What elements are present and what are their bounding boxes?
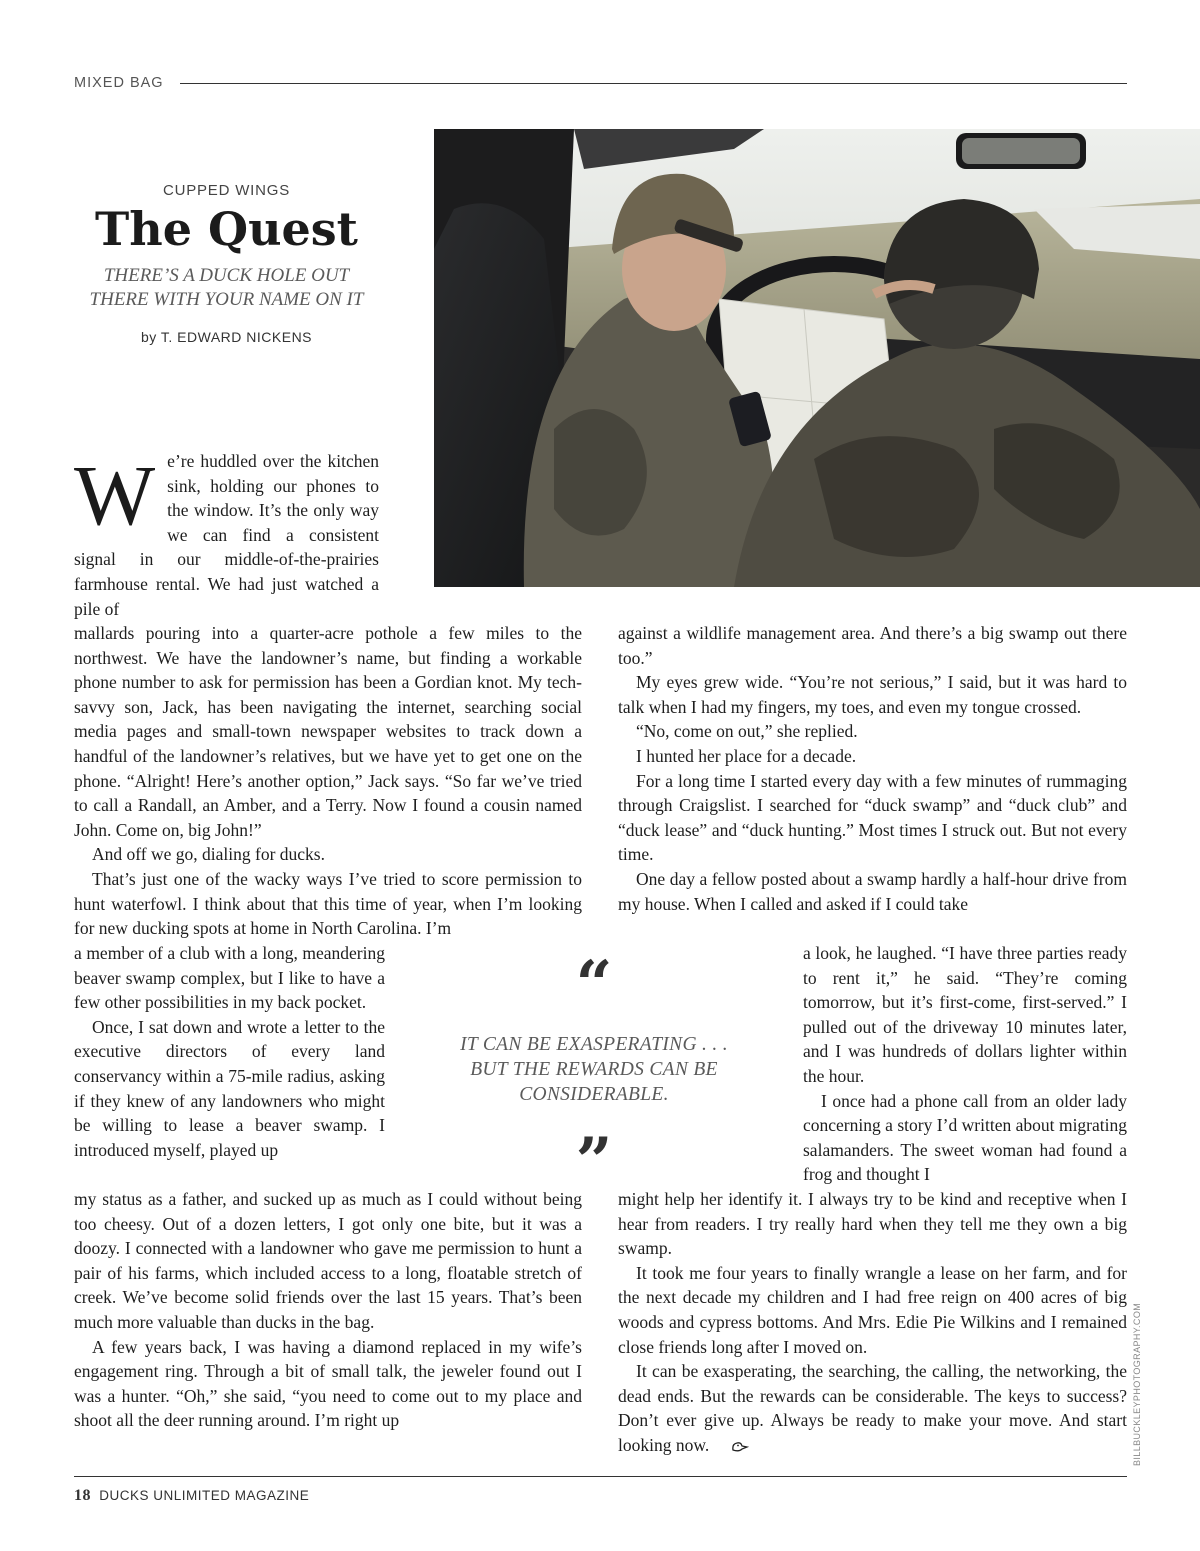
page-footer: [74, 1487, 309, 1505]
open-quote-mark: “: [575, 947, 613, 1022]
body-paragraph: mallards pouring into a quarter-acre pothole a few miles to the northwest. We have the landowner’s name, but finding a workable phone number to ask for permission has been a Gordian knot. My tech-savvy son, Jack, has been navigating the internet, searching social media pages and small-town newspaper websites to track down a handful of the landowner’s relatives, but we have yet to get one on the phone. “Alright! Here’s another option,” Jack says. “So far we’ve tried to call a Randall, an Amber, and a Terry. Now I found a cousin named John. Come on, big John!”: [74, 623, 582, 840]
column-2-bottom: [618, 1187, 1127, 1459]
intro-paragraph: [74, 449, 379, 621]
section-label: MIXED BAG: [74, 75, 164, 91]
hunters-in-truck-photo: [434, 129, 1200, 587]
column-2-top: [618, 621, 1127, 916]
footer-rule: [74, 1476, 1127, 1477]
drop-cap: W: [74, 447, 156, 543]
body-paragraph: One day a fellow posted about a swamp hardly a half-hour drive from my house. When I called and asked if I could take: [618, 868, 1127, 914]
body-paragraph: my status as a father, and sucked up as much as I could without being too cheesy. Out of a dozen letters, I got only one bite, but it was a doozy. I connected with a landowner who gave me permission to hunt a pair of his farms, which included access to a long, floatable stretch of creek. We’ve become solid friends over the last 15 years. That’s been much more valuable than ducks in the bag.: [74, 1189, 582, 1332]
body-paragraph: For a long time I started every day with a few minutes of rummaging through Craigslist. I searched for “duck swamp” and “duck club” and “duck lease” and “duck hunting.” Most times I struck out. But not every time.: [618, 770, 1127, 865]
body-paragraph: against a wildlife management area. And there’s a big swamp out there too.”: [618, 623, 1127, 668]
body-paragraph: It took me four years to finally wrangle a lease on her farm, and for the next decade my children and I had free reign on 400 acres of big woods and cypress bottoms. And Mrs. Edie Pie Wilkins and I remained close friends long after I moved on.: [618, 1262, 1127, 1357]
article-deck: THERE’S A DUCK HOLE OUT THERE WITH YOUR NAME ON IT: [89, 264, 364, 311]
column-1-narrow: [74, 941, 385, 1162]
body-paragraph: I once had a phone call from an older lady concerning a story I’d written about migrating salamanders. The sweet woman had found a frog and thought I: [803, 1090, 1127, 1185]
body-paragraph: Once, I sat down and wrote a letter to the executive directors of every land conservancy within a 75-mile radius, asking if they knew of any landowners who might be willing to lease a beaver swamp. I introduced myself, played up: [74, 1016, 385, 1160]
closing-paragraph: [618, 1359, 1127, 1459]
close-quote-mark: ”: [575, 1124, 613, 1199]
duck-head-end-mark-icon: [713, 1435, 749, 1460]
photo-credit: BILLBUCKLEYPHOTOGRAPHY.COM: [1132, 1302, 1142, 1466]
body-paragraph: My eyes grew wide. “You’re not serious,” I said, but it was hard to talk when I had my fingers, my toes, and even my tongue crossed.: [618, 672, 1127, 717]
page-header: [74, 72, 1127, 94]
intro-text: e’re huddled over the kitchen sink, holding our phones to the window. It’s the only way we can find a consistent signal in our middle-of-the-prairies farmhouse rental. We had just watched a pile of: [74, 451, 379, 619]
pull-quote-text: IT CAN BE EXASPERATING . . . BUT THE REWARDS CAN BE CONSIDERABLE.: [460, 1034, 728, 1105]
title-block: [74, 182, 379, 345]
body-paragraph: a member of a club with a long, meandering beaver swamp complex, but I like to have a few other possibilities in my back pocket.: [74, 943, 385, 1013]
body-paragraph: That’s just one of the wacky ways I’ve tried to score permission to hunt waterfowl. I think about that this time of year, when I’m looking for new ducking spots at home in North Carolina. I’m: [74, 868, 582, 939]
article-byline: by T. EDWARD NICKENS: [140, 328, 313, 345]
column-1-main: [74, 621, 582, 941]
closing-text: It can be exasperating, the searching, the calling, the networking, the dead ends. But the rewards can be considerable. The keys to success? Don’t ever give up. Always be ready to make your move. And start looking now.: [618, 1361, 1127, 1455]
body-paragraph: A few years back, I was having a diamond replaced in my wife’s engagement ring. Through a bit of small talk, the jeweler found out I was a hunter. “Oh,” she said, “you need to come out to my place and shoot all the deer running around. I’m right up: [74, 1336, 582, 1431]
page-number: 18: [74, 1487, 91, 1504]
column-1-bottom: [74, 1187, 582, 1433]
body-paragraph: might help her identify it. I always try to be kind and receptive when I hear from readers. I try really hard when they tell me they own a big swamp.: [618, 1189, 1127, 1259]
column-2-narrow: [803, 941, 1127, 1187]
body-paragraph: a look, he laughed. “I have three parties ready to rent it,” he said. “They’re coming tomorrow, but it’s first-come, first-served.” I pulled out of the driveway 10 minutes later, and I was hundreds of dollars lighter within the hour.: [803, 943, 1127, 1086]
pull-quote: [440, 947, 748, 1199]
publication-name: DUCKS UNLIMITED MAGAZINE: [99, 1488, 310, 1503]
header-rule: [180, 83, 1127, 84]
article-kicker: CUPPED WINGS: [162, 182, 291, 199]
body-paragraph: “No, come on out,” she replied.: [636, 721, 858, 742]
body-paragraph: I hunted her place for a decade.: [636, 745, 857, 766]
body-paragraph: And off we go, dialing for ducks.: [92, 844, 325, 865]
article-title: The Quest: [95, 202, 358, 256]
